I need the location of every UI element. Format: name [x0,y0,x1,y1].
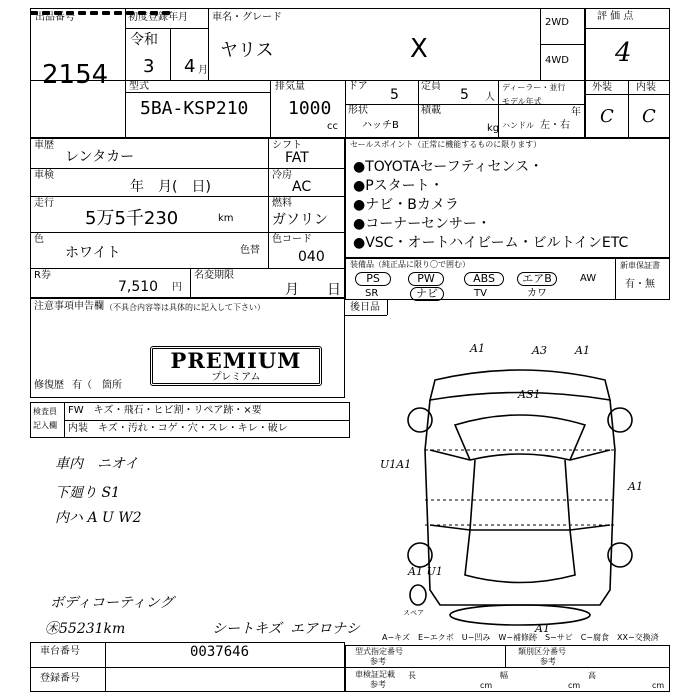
mileage-unit: km [218,213,234,224]
recycle-label: R券 [34,270,51,281]
rear-item-label: 後日品 [350,302,380,313]
name-grade-label: 車名・グレード [212,12,282,23]
equip-tv: TV [474,288,487,299]
hand-note-7: エアロナシ [290,621,360,637]
sales-point-3: ●ナビ・Bカメラ [353,197,459,213]
shift-value: FAT [285,150,309,166]
registration-month: 4 [184,56,196,77]
displacement: 1000 [288,98,332,119]
score-label: 評 価 点 [597,11,634,22]
dimension-ref: 参考 [370,680,386,689]
damage-mark-2: A3 [532,344,547,357]
sales-point-5: ●VSC・オートハイビーム・ビルトインETC [353,235,629,251]
doors-label: ドア [348,81,368,92]
recycle-unit: 円 [172,282,182,293]
fuel-label: 燃料 [272,198,292,209]
model-label: 型式 [129,81,149,92]
inspector-exterior: FW キズ・飛石・ヒビ割・リペア跡・×要 [68,405,262,416]
sales-points-label: セールスポイント（正常に機能するものに限ります） [350,140,542,149]
inspection-value: 年 月( 日) [130,179,211,195]
exterior-label: 外装 [592,82,612,93]
capacity-unit: 人 [485,92,495,103]
category-label: 類別区分番号 [518,647,566,656]
model-year-unit: 年 [571,107,581,118]
damage-mark-4: AS1 [518,388,541,401]
grade: X [410,34,428,64]
equip-leather: カワ [527,288,547,299]
chassis-number: 0037646 [190,644,250,660]
damage-mark-6: A1 [628,480,643,493]
name-change-label: 名変期限 [194,270,234,281]
roof-outline [470,460,570,530]
capacity-label: 定員 [421,81,441,92]
month-unit: 月 [198,65,208,76]
color-label: 色 [34,234,44,245]
pillar-lines [430,450,610,530]
dim-height: 高 [588,671,596,680]
color-code: 040 [298,249,325,265]
load-unit: kg [487,123,500,134]
premium-ja: プレミアム [211,372,261,383]
damage-legend: A−キズ E−エクボ U−凹み W−補修跡 S−サビ C−腐食 XX−交換済 [382,633,659,642]
hand-note-1: 車内 ニオイ [55,456,139,472]
sales-point-4: ●コーナーセンサー・ [353,216,491,232]
premium-stamp [150,346,322,386]
top-cut-marks [30,0,310,5]
hand-note-5: ㊍55231km [45,621,126,637]
hand-note-6: シートキズ [212,621,282,637]
history-value: レンタカー [65,149,135,165]
score-value: 4 [615,38,632,68]
displacement-unit: cc [327,121,338,132]
load-label: 積載 [421,105,441,116]
color-value: ホワイト [65,245,121,261]
warranty-label: 新車保証書 [620,261,660,270]
registration-label: 登録番号 [40,673,80,684]
fuel-value: ガソリン [272,212,328,228]
chassis-label: 車台番号 [40,646,80,657]
damage-mark-3: A1 [575,344,590,357]
model-designation-ref: 参考 [370,657,386,666]
interior-grade: C [642,106,656,127]
first-registration-label: 初度登録年月 [128,12,188,23]
inspector-interior: 内装 キズ・汚れ・コゲ・穴・スレ・キレ・破レ [68,423,288,434]
car-name: ヤリス [220,40,274,61]
damage-mark-5: U1A1 [380,458,412,471]
equip-ps: PS [355,272,391,286]
notice-sub: （不具合内容等は具体的に記入して下さい） [105,303,265,312]
premium-en: PREMIUM [170,348,302,373]
capacity: 5 [460,87,469,103]
mileage-label: 走行 [34,198,54,209]
model-code: 5BA-KSP210 [140,98,249,119]
lot-label: 出品番号 [35,12,75,23]
car-damage-diagram [370,340,670,640]
dim-width: 幅 [500,671,508,680]
history-label: 車歴 [34,140,54,151]
equip-airbag: エアB [517,272,557,286]
equipment-label: 装備品（純正品に限り〇で囲む） [350,260,470,269]
dim-length-unit: cm [480,681,493,690]
name-change-value: 月 日 [285,282,341,298]
doors: 5 [390,87,399,103]
drive-4wd: 4WD [545,55,569,66]
drive-2wd: 2WD [545,17,569,28]
dimension-label: 車検証記載 [355,670,395,679]
hand-note-2: 下廻り S1 [55,485,120,501]
damage-mark-7: A1 U1 [408,565,443,578]
equip-abs: ABS [464,272,504,286]
notice-label: 注意事項申告欄 [34,301,104,312]
body-outline [425,400,615,605]
spare-label: スペア [403,609,424,617]
equip-navi: ナビ [410,287,444,301]
inspection-label: 車検 [34,170,54,181]
ac-label: 冷房 [272,170,292,181]
ac-value: AC [292,179,312,195]
model-designation-label: 型式指定番号 [355,647,403,656]
interior-label: 内装 [636,82,656,93]
exterior-grade: C [600,106,614,127]
category-ref: 参考 [540,657,556,666]
equip-aw: AW [580,273,597,284]
equip-pw: PW [408,272,444,286]
dim-height-unit: cm [652,681,665,690]
handle-label: ハンドル [502,121,534,130]
rear-bumper-outline [450,605,590,625]
registration-year: 3 [143,56,155,77]
model-year-label: モデル年式 [502,97,542,106]
inspector-label-a: 検査員 [33,407,57,416]
damage-mark-8: A1 [535,622,550,635]
dim-length: 長 [408,671,416,680]
color-change-label: 色替 [240,245,260,256]
mileage: 5万5千230 [85,208,179,229]
handle: 左・右 [540,120,570,131]
recycle-amount: 7,510 [118,279,159,295]
damage-mark-1: A1 [470,342,485,355]
sales-point-2: ●Pスタート・ [353,178,444,194]
shape-label: 形状 [348,105,368,116]
warranty-value: 有・無 [625,279,655,290]
dim-width-unit: cm [568,681,581,690]
era: 令和 [130,32,158,48]
lot-number: 2154 [42,60,109,90]
repair-label: 修復歴 [34,380,64,391]
color-code-label: 色コード [272,234,312,245]
spare-tire [410,585,426,605]
shift-label: シフト [272,140,302,151]
displacement-label: 排気量 [275,81,305,92]
dealer-label: ディーラー・並行 [502,83,566,92]
equip-sr: SR [365,288,379,299]
rear-window-outline [465,530,575,583]
windshield-outline [455,415,585,460]
inspector-label-b: 記入欄 [33,421,57,430]
sales-point-1: ●TOYOTAセーフティセンス・ [353,159,544,175]
repair-value: 有（ 箇所 [72,380,122,391]
hand-note-3: 内ハ A U W2 [55,510,142,526]
shape: ハッチB [362,120,399,131]
hand-note-4: ボディコーティング [50,595,174,611]
